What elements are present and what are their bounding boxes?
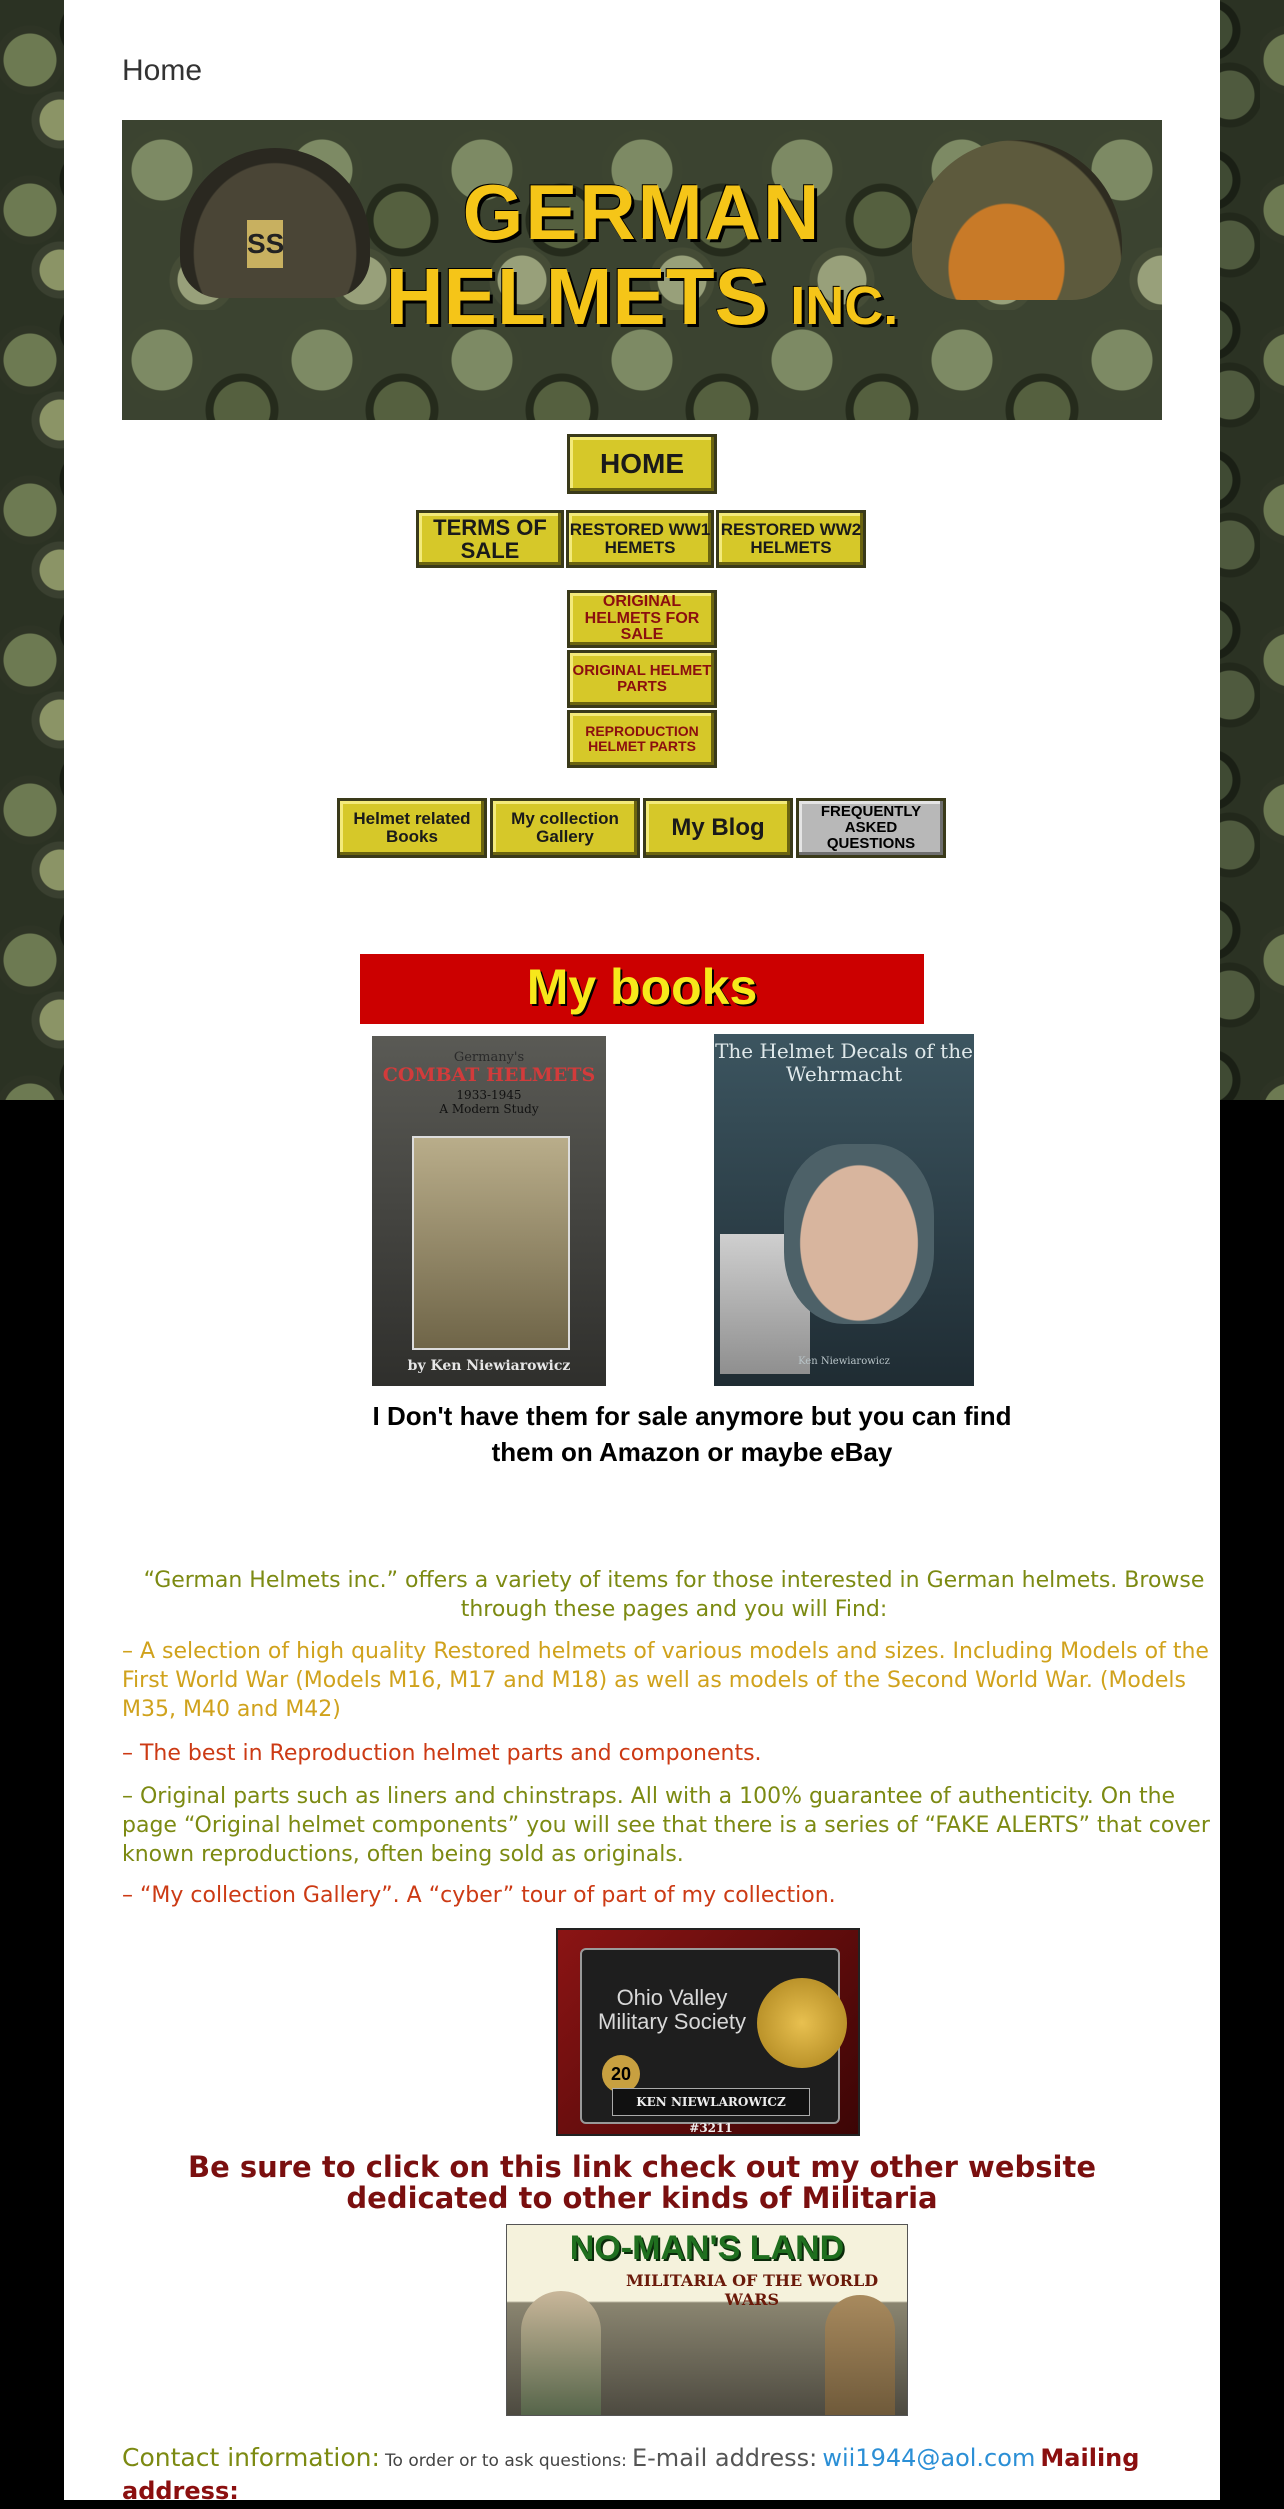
offer-original-parts: – Original parts such as liners and chinstraps. All with a 100% guarantee of authenticity. On the page “Original helmet components” you will see that there is a series of “FAKE ALERTS” that cover known reproductions, often being sold as originals. [122,1784,1210,1867]
badge-org-name: Ohio Valley Military Society [598,1985,746,2034]
book-cover-combat-helmets[interactable] [372,1036,606,1386]
nav-original-helmets-button[interactable]: ORIGINAL HELMETS FOR SALE [567,590,717,648]
site-banner [122,120,1162,420]
nml-officer-figure [521,2291,601,2415]
nml-subtitle: MILITARIA OF THE WORLD WARS [625,2271,879,2309]
badge-plate [580,1948,840,2135]
nav-restored-ww2-button[interactable]: RESTORED WW2 HELMETS [716,510,866,568]
nav-books-button[interactable]: Helmet related Books [337,798,487,858]
intro-paragraph: “German Helmets inc.” offers a variety of items for those interested in German helmets. Browse through these pages and you will Find: [143,1568,1205,1622]
nav-terms-button[interactable]: TERMS OF SALE [416,510,564,568]
nav-restored-ww1-button[interactable]: RESTORED WW1 HEMETS [566,510,714,568]
email-label: E-mail address: [631,2444,818,2472]
offer-restored-helmets: – A selection of high quality Restored helmets of various models and sizes. Including Models of the First World War (Models M16, M17 and M18) as well as models of the Second World War. (Models M35, M40 and M42) [122,1639,1209,1722]
book2-author: Ken Niewiarowicz [798,1356,890,1367]
nav-repro-parts-button[interactable]: REPRODUCTION HELMET PARTS [567,710,717,768]
email-link[interactable]: wii1944@aol.com [822,2444,1036,2472]
book2-soldier-portrait [784,1144,934,1324]
book1-years: 1933-1945 [456,1088,522,1102]
nav-gallery-button[interactable]: My collection Gallery [490,798,640,858]
offer-collection-gallery: – “My collection Gallery”. A “cyber” tour of part of my collection. [122,1883,836,1908]
no-mans-land-banner-link[interactable] [506,2224,908,2416]
contact-info [122,2443,1202,2509]
banner-inc: INC. [790,276,899,336]
page-title: Home [122,54,203,87]
banner-line-1: GERMAN [462,168,822,256]
books-availability-note: I Don't have them for sale anymore but you can find them on Amazon or maybe eBay [372,1401,1012,1467]
nml-soldier-figure [825,2295,895,2415]
book-cover-helmet-decals[interactable] [714,1034,974,1386]
my-books-heading: My books [360,954,924,1024]
banner-logo-text [122,168,1162,351]
page-content [64,0,1220,2505]
helmet-decal-badge: SS [247,220,283,268]
mailing-address-label: Mailing address: [122,2444,1140,2505]
banner-line-2 [122,252,1162,351]
badge-number: 20 [602,2055,640,2093]
book1-title-line1: Germany's [453,1050,525,1065]
badge-member-plate: KEN NIEWLAROWICZ #3211 [612,2088,810,2116]
ohio-valley-military-society-badge [556,1928,860,2136]
contact-order-text: To order or to ask questions: [385,2451,627,2471]
nav-blog-button[interactable]: My Blog [643,798,793,858]
book1-subtitle: A Modern Study [439,1102,539,1116]
nav-home-button[interactable]: HOME [567,434,717,494]
book1-title-line3 [372,1088,606,1116]
book2-title: The Helmet Decals of the Wehrmacht [715,1039,973,1086]
contact-label: Contact information: [122,2443,380,2472]
badge-gold-coin [757,1978,847,2068]
nml-title: NO-MAN'S LAND [569,2229,845,2267]
banner-helmets: HELMETS [385,252,768,341]
nav-faq-button[interactable]: FREQUENTLY ASKED QUESTIONS [796,798,946,858]
book1-author: by Ken Niewiarowicz [407,1358,571,1374]
nav-original-parts-button[interactable]: ORIGINAL HELMET PARTS [567,650,717,708]
other-website-link-text[interactable]: Be sure to click on this link check out my other website dedicated to other kinds of Militaria [187,2150,1097,2215]
book1-title-line2: COMBAT HELMETS [382,1064,596,1086]
offer-reproduction-parts: – The best in Reproduction helmet parts and components. [122,1741,762,1766]
book1-soldier-photo [412,1136,570,1350]
